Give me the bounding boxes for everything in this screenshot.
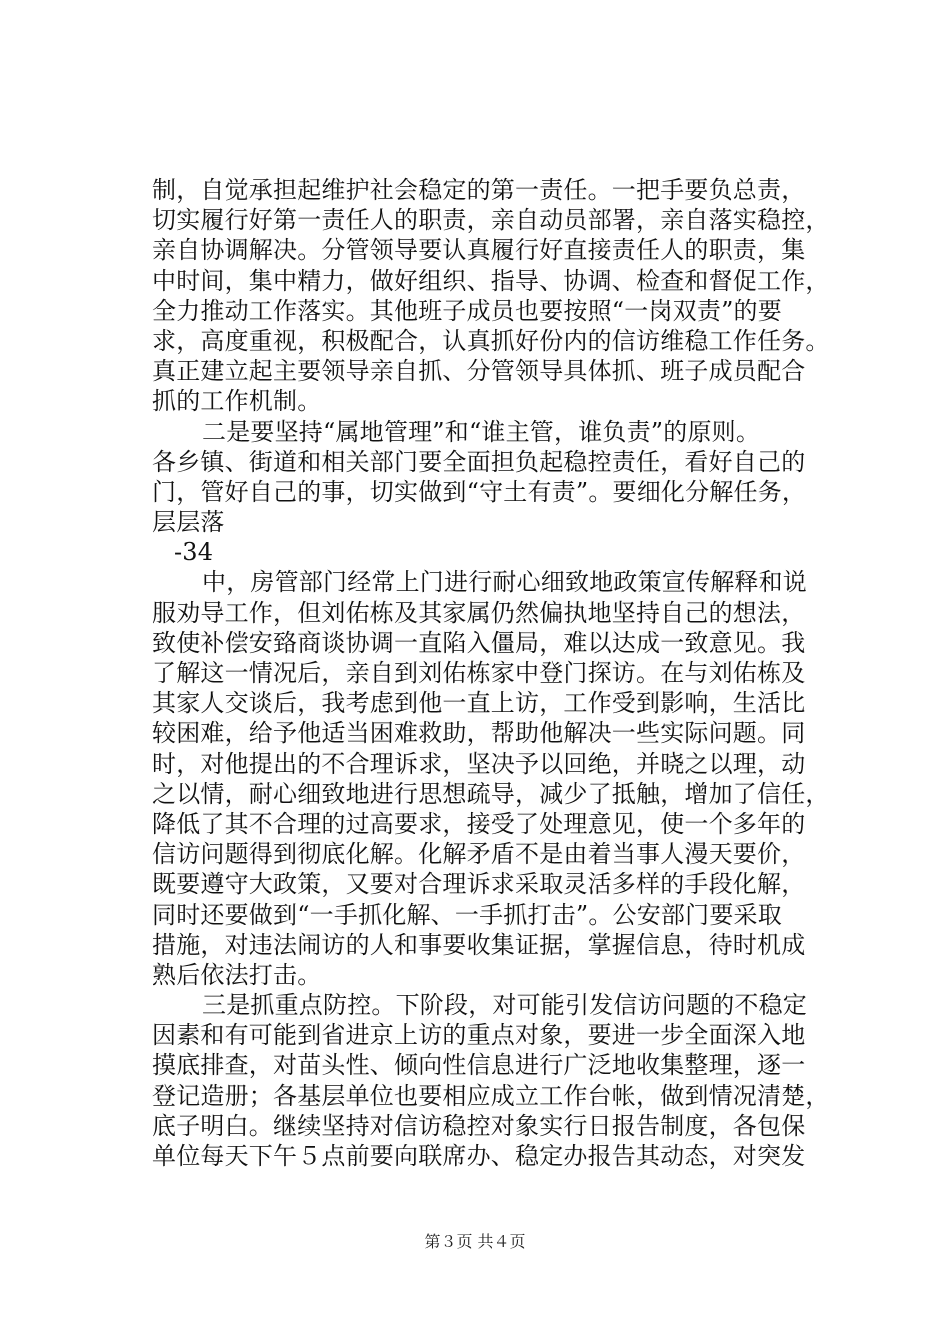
text-line: 全力推动工作落实。其他班子成员也要按照“一岗双责”的要 — [152, 296, 782, 325]
text-line: 切实履行好第一责任人的职责，亲自动员部署，亲自落实稳控， — [152, 206, 830, 235]
text-line: 其家人交谈后，我考虑到他一直上访，工作受到影响，生活比 — [152, 689, 806, 718]
text-line: 因素和有可能到省进京上访的重点对象，要进一步全面深入地 — [152, 1021, 806, 1050]
text-line: 较困难，给予他适当困难救助，帮助他解决一些实际问题。同 — [152, 719, 806, 748]
page-marker: -34 — [174, 538, 214, 567]
text-line: 既要遵守大政策，又要对合理诉求采取灵活多样的手段化解， — [152, 870, 806, 899]
text-line: 了解这一情况后，亲自到刘佑栋家中登门探访。在与刘佑栋及 — [152, 659, 806, 687]
text-line: 信访问题得到彻底化解。化解矛盾不是由着当事人漫天要价， — [152, 840, 806, 869]
text-line: 服劝导工作，但刘佑栋及其家属仍然偏执地坚持自己的想法， — [152, 598, 806, 627]
text-line: 制，自觉承担起维护社会稳定的第一责任。一把手要负总责， — [152, 176, 806, 204]
body-text — [152, 175, 852, 1171]
text-line: 二是要坚持“属地管理”和“谁主管，谁负责”的原则。 — [202, 417, 761, 446]
text-line: 致使补偿安臵商谈协调一直陷入僵局，难以达成一致意见。我 — [152, 628, 806, 657]
text-line: 亲自协调解决。分管领导要认真履行好直接责任人的职责，集 — [152, 236, 806, 265]
text-line: 登记造册；各基层单位也要相应成立工作台帐，做到情况清楚， — [152, 1081, 830, 1110]
text-line: 熟后依法打击。 — [152, 960, 322, 989]
text-line: 同时还要做到“一手抓化解、一手抓打击”。公安部门要采取 — [152, 900, 782, 929]
text-line: 降低了其不合理的过高要求，接受了处理意见，使一个多年的 — [152, 809, 806, 838]
text-line: 之以情，耐心细致地进行思想疏导，减少了抵触，增加了信任， — [152, 779, 830, 808]
text-line: 单位每天下午５点前要向联席办、稳定办报告其动态，对突发 — [152, 1142, 806, 1170]
text-line: 中，房管部门经常上门进行耐心细致地政策宣传解释和说 — [202, 568, 807, 597]
text-line: 摸底排查，对苗头性、倾向性信息进行广泛地收集整理，逐一 — [152, 1051, 806, 1080]
text-line: 求，高度重视，积极配合，认真抓好份内的信访维稳工作任务。 — [152, 326, 830, 355]
text-line: 三是抓重点防控。下阶段，对可能引发信访问题的不稳定 — [202, 991, 807, 1020]
text-line: 措施，对违法闹访的人和事要收集证据，掌握信息，待时机成 — [152, 930, 806, 959]
text-line: 层层落 — [152, 508, 225, 537]
text-line: 真正建立起主要领导亲自抓、分管领导具体抓、班子成员配合 — [152, 357, 806, 386]
text-line: 底子明白。继续坚持对信访稳控对象实行日报告制度，各包保 — [152, 1111, 806, 1140]
text-line: 门，管好自己的事，切实做到“守土有责”。要细化分解任务， — [152, 477, 807, 506]
page-footer: 第３页 共４页 — [424, 1232, 526, 1251]
text-line: 时，对他提出的不合理诉求，坚决予以回绝，并晓之以理，动 — [152, 749, 806, 778]
text-line: 抓的工作机制。 — [152, 387, 322, 416]
text-line: 各乡镇、街道和相关部门要全面担负起稳控责任，看好自己的 — [152, 447, 806, 476]
text-line: 中时间，集中精力，做好组织、指导、协调、检查和督促工作， — [152, 266, 830, 295]
